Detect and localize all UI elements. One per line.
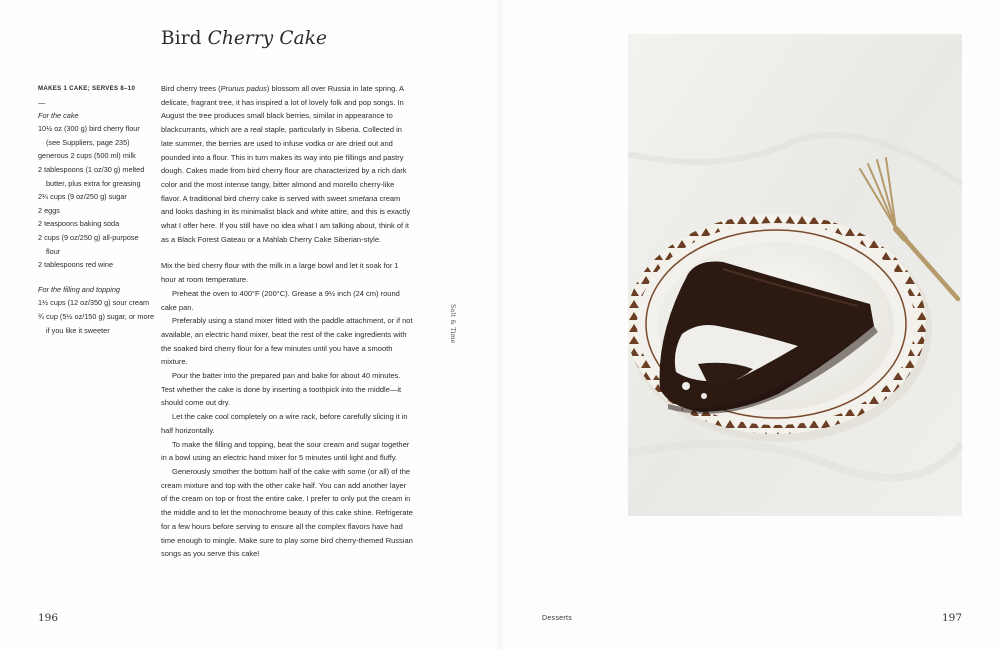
ingredient-item: 1½ cups (12 oz/350 g) sour cream	[38, 298, 150, 308]
page-number-right: 197	[941, 612, 962, 624]
ingredients-sidebar	[38, 82, 154, 337]
method-step: Generously smother the bottom half of the cake with some (or all) of the cream mixture and top with the other cake half. You can add another layer of the cream on top or frost the entire cake. I prefer to only put the cream in the middle and to let the monochrome beauty of this cake shine. Refrigerate for a few hours before serving to ensure all the complex flavors have had time enough to mingle. Make sure to play some bird cherry-themed Russian songs as you serve this cake!	[161, 466, 413, 559]
method-step: Let the cake cool completely on a wire rack, before carefully slicing it in half horizontally.	[161, 412, 408, 435]
cake-photo	[628, 34, 962, 516]
method-step: Mix the bird cherry flour with the milk in a large bowl and let it soak for 1 hour at room temperature.	[161, 261, 399, 285]
ingredient-item: 2 tablespoons (1 oz/30 g) melted butter, plus extra for greasing	[38, 164, 145, 188]
ingredient-item: 2 cups (9 oz/250 g) all-purpose flour	[38, 232, 139, 256]
ingredient-item: ¾ cup (5½ oz/150 g) sugar, or more if you like it sweeter	[38, 311, 155, 335]
latin-name: Prunus padus	[220, 84, 267, 93]
ingredient-item: 2¼ cups (9 oz/250 g) sugar	[38, 192, 127, 202]
recipe-body	[161, 82, 413, 561]
yield-dash: —	[38, 97, 46, 107]
smetana-term: smetana	[348, 193, 378, 203]
ingredient-item: generous 2 cups (500 ml) milk	[38, 151, 136, 161]
section-name: Desserts	[542, 615, 573, 622]
method-step: Preferably using a stand mixer fitted with the paddle attachment, or if not available, an electric hand mixer, beat the rest of the cake ingredients with the soaked bird cherry flour for a few minutes until you have a smooth mixture.	[161, 316, 413, 367]
method-step: Pour the batter into the prepared pan and bake for about 40 minutes. Test whether the cake is done by inserting a toothpick into the middle—it should come out dry.	[161, 371, 402, 408]
method-step: Preheat the oven to 400°F (200°C). Grease a 9½ inch (24 cm) round cake pan.	[161, 288, 400, 312]
method-step: To make the filling and topping, beat the sour cream and sugar together in a bowl using an electric hand mixer for 5 minutes until light and fluffy.	[161, 439, 410, 463]
title-plain: Bird	[161, 28, 202, 49]
ingredient-item: 10½ oz (300 g) bird cherry flour (see Suppliers, page 235)	[38, 124, 140, 147]
title-italic: Cherry Cake	[207, 28, 328, 49]
book-gutter	[496, 0, 504, 650]
yield-label: MAKES 1 CAKE; SERVES 8–10	[38, 85, 136, 92]
filling-subheading: For the filling and topping	[38, 284, 120, 294]
page-number-left: 196	[38, 612, 59, 624]
recipe-title	[161, 28, 327, 49]
intro-paragraph: Bird cherry trees (Prunus padus) blossom all over Russia in late spring. A delicate, fragrant tree, it has inspired a lot of lovely folk and pop songs. In August the tree produces small black berries, similar in appearance to blackcurrants, which are a real staple, particularly in Siberia. Collected in late summer, the berries are used to infuse vodka or are dried out and pounded into a flour. This in turn makes its way into pie fillings and pastry dough. Cakes made from bird cherry flour are characterized by a rich dark color and the most intense tangy, bitter almond and morello cherry-like flavor. A traditional bird cherry cake is served with sweet smetana cream and looks dashing in its minimalist black and white attire, and this is exactly what I offer here. If you still have no idea what I am talking about, think of it as a Black Forest Gateau or a Mahlab Cherry Cake Siberian-style.	[161, 84, 411, 244]
ingredient-item: 2 eggs	[38, 205, 60, 215]
running-head: Salt & Time	[449, 304, 456, 344]
cake-subheading: For the cake	[38, 110, 79, 120]
ingredient-item: 2 teaspoons baking soda	[38, 219, 120, 229]
ingredient-item: 2 tablespoons red wine	[38, 260, 114, 270]
